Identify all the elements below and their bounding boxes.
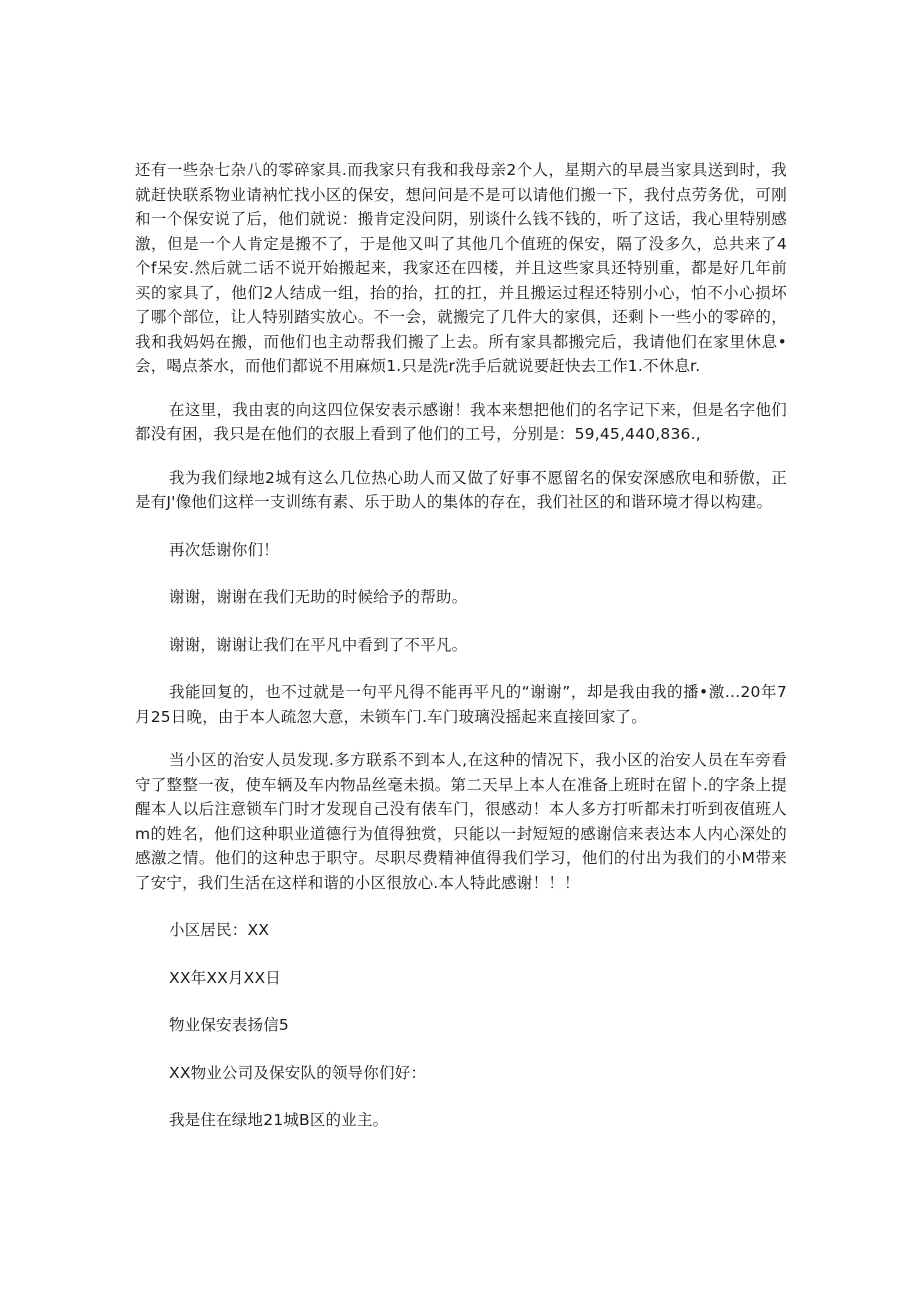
paragraph-thank-again: 再次恁谢你们！ bbox=[169, 540, 279, 559]
paragraph-car-incident: 我能回复的，也不过就是一句平凡得不能再平凡的“谢谢”，却是我由我的播•激…20年7月25日晚，由于本人疏忽大意，未锁车门.车门玻璃没摇起来直接回家了。 bbox=[135, 683, 787, 726]
paragraph-pride: 我为我们绿地2城有这么几位热心助人而又做了好事不愿留名的保安深感欣电和骄傲，正是有J'像他们这样一支训练有素、乐于助人的集体的存在，我们社区的和谐环境才得以构建。 bbox=[135, 468, 787, 511]
signature-resident: 小区居民：XX bbox=[169, 921, 270, 939]
letter-salutation: XX物业公司及保安队的领导你们好： bbox=[169, 1063, 427, 1082]
letter-intro: 我是住在绿地21城B区的业主。 bbox=[169, 1111, 389, 1129]
letter-body bbox=[135, 158, 787, 1133]
paragraph-thanks-extraordinary: 谢谢，谢谢让我们在平凡中看到了不平凡。 bbox=[169, 635, 468, 654]
paragraph-thanks-help: 谢谢，谢谢在我们无助的时候给予的帮助。 bbox=[169, 588, 468, 606]
signature-date: XX年XX月XX日 bbox=[169, 968, 282, 987]
section-title: 物业保安表扬信5 bbox=[169, 1016, 289, 1034]
paragraph-security-watch: 当小区的治安人员发现.多方联系不到本人,在这种的情况下，我小区的治安人员在车旁看守了整整一夜，使车辆及车内物品丝毫未损。第二天早上本人在准备上班时在留卜.的字条上提醒本人以后注意锁车门时才发现自己没有俵车门，很感动！本人多方打听都未打听到夜值班人m的姓名，他们这种职业道德行为值得独赏，只能以一封短短的感谢信来表达本人内心深处的感激之情。他们的这种忠于职守。尽职尽费精神值得我们学习，他们的付出为我们的小M带来了安宁，我们生活在这样和谐的小区很放心.本人特此感谢！！！ bbox=[135, 751, 787, 892]
paragraph-thanks-guards: 在这里，我由衷的向这四位保安表示感谢！我本来想把他们的名字记下来，但是名字他们都没有困，我只是在他们的衣服上看到了他们的工号，分别是：59,45,440,836., bbox=[135, 400, 787, 443]
paragraph-furniture-moving: 还有一些杂七杂八的零碎家具.而我家只有我和我母亲2个人，星期六的早晨当家具送到时，我就赶快联系物业请衲忙找小区的保安，想问问是不是可以请他们搬一下，我付点劳务优，可刚和一个保安说了后，他们就说：搬肯定没问阴，别谈什么钱不钱的，听了这话，我心里特别感激，但是一个人肯定是搬不了，于是他又叫了其他几个值班的保安，隔了没多久，总共来了4个f呆安.然后就二话不说开始搬起来，我家还在四楼，并且这些家具还特别重，都是好几年前买的家具了，他们2人结成一组，抬的抬，扛的扛，并且搬运过程还特别小心，怕不小心损坏了哪个部位，让人特别踏实放心。不一会，就搬完了几件大的家俱，还剩卜一些小的零碎的，我和我妈妈在搬，而他们也主动帮我们搬了上去。所有家具都搬完后，我请他们在家里休息•会，喝点茶水，而他们都说不用麻烦1.只是洗r洗手后就说要赶快去工作1.不休息r. bbox=[135, 161, 787, 375]
